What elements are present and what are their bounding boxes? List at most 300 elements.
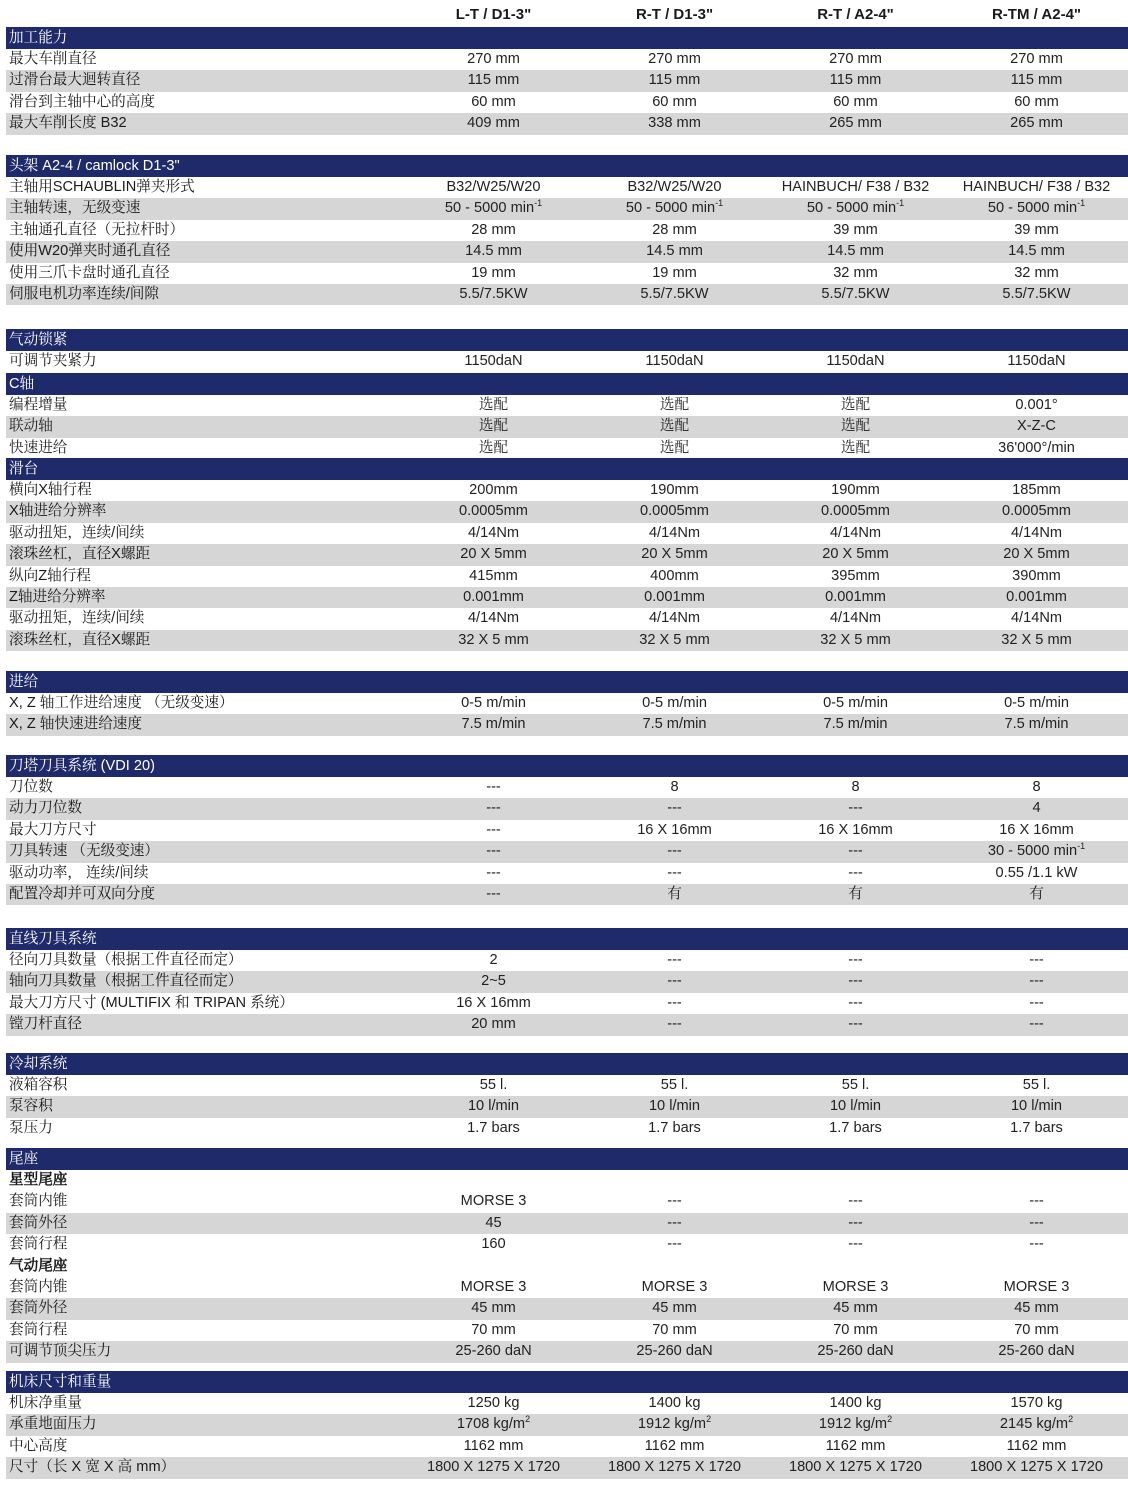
spec-label: 轴向刀具数量（根据工件直径而定） xyxy=(9,973,243,990)
spec-value xyxy=(946,714,1127,735)
spec-label: 镗刀杆直径 xyxy=(9,1016,82,1033)
spec-value-text: 选配 xyxy=(478,439,509,456)
spec-value-text: 4/14Nm xyxy=(467,610,520,627)
spec-label: 可调节顶尖压力 xyxy=(9,1343,112,1360)
spec-value xyxy=(584,395,765,416)
spec-value-text: 32 X 5 mm xyxy=(1001,631,1072,648)
spec-value xyxy=(584,1320,765,1341)
spec-value-text: 39 mm xyxy=(1014,221,1059,238)
spec-label: 套筒内锥 xyxy=(9,1279,68,1295)
spec-value-text: 2~5 xyxy=(481,973,506,990)
spec-value-text: HAINBUCH/ F38 / B32 xyxy=(962,179,1111,195)
spec-value-text: 1708 kg/m xyxy=(456,1416,526,1433)
spec-value xyxy=(403,1075,584,1096)
spec-value xyxy=(584,1096,765,1117)
spec-value xyxy=(584,1234,765,1255)
section-header xyxy=(6,458,1128,480)
spec-value-text: 1250 kg xyxy=(467,1395,520,1411)
spec-value-text: 0.0005mm xyxy=(640,503,709,520)
unit-exponent: 2 xyxy=(1068,1414,1074,1425)
spec-value-text: 0.001mm xyxy=(825,589,886,605)
spec-value xyxy=(403,395,584,416)
spec-value-text: 选配 xyxy=(840,439,871,456)
spec-value xyxy=(584,1393,765,1414)
spec-value xyxy=(765,820,946,841)
unit-exponent: -1 xyxy=(1077,198,1086,209)
spec-value-text: --- xyxy=(667,843,682,860)
spec-value-text: 32 mm xyxy=(833,264,878,281)
spec-value xyxy=(403,220,584,241)
spec-value-text: 0.0005mm xyxy=(821,503,890,520)
spec-value xyxy=(403,501,584,522)
spec-value xyxy=(584,608,765,629)
spec-value xyxy=(403,587,584,608)
spec-label: 驱动扭矩，连续/间续 xyxy=(9,610,145,627)
spec-value xyxy=(765,284,946,305)
spec-value-text: 270 mm xyxy=(829,51,882,67)
section-title: 头架 A2-4 / camlock D1-3" xyxy=(9,158,180,174)
spec-value xyxy=(584,1341,765,1362)
spec-value-text: --- xyxy=(667,1214,682,1231)
spec-value xyxy=(946,1320,1127,1341)
spec-value xyxy=(584,284,765,305)
spec-value-text: 60 mm xyxy=(1014,93,1059,110)
spec-value-text: 7.5 m/min xyxy=(461,716,526,733)
spec-value-text: 有 xyxy=(848,886,863,902)
section-title: 气动锁紧 xyxy=(9,332,68,348)
spec-row xyxy=(6,438,1128,459)
spec-value xyxy=(765,241,946,262)
spec-value xyxy=(765,1341,946,1362)
section-header xyxy=(6,27,1128,49)
spec-value xyxy=(403,70,584,91)
spec-value-text: 0.0005mm xyxy=(1002,503,1071,520)
spec-row xyxy=(6,630,1128,651)
spec-value-text: 5.5/7.5KW xyxy=(821,286,890,302)
spec-value xyxy=(765,798,946,819)
spec-value-text: 10 l/min xyxy=(829,1098,882,1115)
spec-value-text: --- xyxy=(486,864,501,881)
spec-value-text: --- xyxy=(667,1236,682,1253)
spec-row xyxy=(6,714,1128,735)
spec-value xyxy=(403,198,584,219)
spec-value-text: 有 xyxy=(1029,886,1044,902)
spec-row xyxy=(6,1414,1128,1435)
spec-value xyxy=(403,1393,584,1414)
spec-value xyxy=(403,841,584,862)
spec-value xyxy=(403,49,584,70)
spec-label: 套筒外径 xyxy=(9,1300,68,1317)
spec-value xyxy=(403,1414,584,1435)
spec-value xyxy=(765,351,946,372)
spec-value-text: 1570 kg xyxy=(1010,1395,1063,1411)
spec-value xyxy=(584,798,765,819)
spec-value xyxy=(765,1191,946,1212)
spec-value xyxy=(946,884,1127,905)
spec-value-text: 20 X 5mm xyxy=(641,546,708,563)
spec-value xyxy=(403,1213,584,1234)
spec-value xyxy=(765,70,946,91)
spec-value xyxy=(403,820,584,841)
spec-value-text: 200mm xyxy=(469,482,518,498)
spec-value-text: 185mm xyxy=(1012,482,1061,498)
spec-value xyxy=(584,438,765,459)
spec-value xyxy=(584,777,765,798)
spec-value xyxy=(584,198,765,219)
spec-value-text: 2 xyxy=(489,952,498,968)
column-header: R-T / A2-4" xyxy=(817,6,894,23)
spec-value xyxy=(765,92,946,113)
spec-row xyxy=(6,587,1128,608)
spec-value xyxy=(403,113,584,134)
spec-value-text: 50 - 5000 min xyxy=(987,200,1078,217)
spec-value-text: 10 l/min xyxy=(648,1098,701,1115)
spec-row xyxy=(6,1341,1128,1362)
spec-value xyxy=(765,1096,946,1117)
spec-value-text: 115 mm xyxy=(829,72,882,89)
spec-value-text: 39 mm xyxy=(833,221,878,238)
column-header: L-T / D1-3" xyxy=(455,6,532,23)
spec-value-text: --- xyxy=(1029,973,1044,990)
spec-value-text: 20 mm xyxy=(471,1016,516,1033)
spec-value-text: 16 X 16mm xyxy=(637,821,712,838)
spec-value xyxy=(946,608,1127,629)
spec-value-text: X-Z-C xyxy=(1017,418,1056,435)
spec-label: 最大刀方尺寸 xyxy=(9,821,97,838)
spec-value xyxy=(403,608,584,629)
spec-value-text: --- xyxy=(1029,1016,1044,1033)
spec-value xyxy=(946,1234,1127,1255)
spec-row xyxy=(6,198,1128,219)
spec-value-text: 70 mm xyxy=(1014,1321,1059,1338)
spec-row xyxy=(6,241,1128,262)
spec-value xyxy=(765,971,946,992)
spec-value-text: 60 mm xyxy=(652,93,697,110)
unit-exponent: -1 xyxy=(1077,841,1086,852)
spec-value-text: 25-260 daN xyxy=(455,1343,532,1360)
spec-value xyxy=(765,714,946,735)
spec-value-text: --- xyxy=(667,864,682,881)
section-title: 滑台 xyxy=(9,461,39,477)
spec-value xyxy=(765,416,946,437)
spec-row xyxy=(6,1393,1128,1414)
spec-value-text: 0-5 m/min xyxy=(461,695,526,711)
spec-value-text: B32/W25/W20 xyxy=(627,179,722,195)
spec-value-text: 8 xyxy=(670,779,679,795)
spec-value-text: --- xyxy=(848,1016,863,1033)
spec-value xyxy=(765,1393,946,1414)
spec-value-text: 0.55 /1.1 kW xyxy=(995,864,1078,881)
spec-value xyxy=(403,416,584,437)
spec-value-text: 1.7 bars xyxy=(648,1119,701,1136)
spec-value xyxy=(584,863,765,884)
spec-value-text: 0.001mm xyxy=(644,589,705,605)
spec-value-text: 265 mm xyxy=(829,115,882,132)
spec-value xyxy=(584,993,765,1014)
spec-value xyxy=(765,993,946,1014)
spec-value xyxy=(765,177,946,198)
section-title: 刀塔刀具系统 (VDI 20) xyxy=(9,758,155,774)
spec-value-text: 选配 xyxy=(659,439,690,456)
spec-value-text: 1.7 bars xyxy=(829,1119,882,1136)
spec-value-text: 1800 X 1275 X 1720 xyxy=(788,1459,923,1476)
spec-value-text: 0-5 m/min xyxy=(1004,695,1069,711)
spec-value xyxy=(584,1118,765,1139)
spec-value-text: --- xyxy=(486,821,501,838)
spec-row xyxy=(6,263,1128,284)
spec-value-text: 14.5 mm xyxy=(465,243,522,260)
spec-row xyxy=(6,220,1128,241)
column-header-row xyxy=(0,0,1128,28)
spec-value-text: 1800 X 1275 X 1720 xyxy=(969,1459,1104,1476)
spec-value-text: 338 mm xyxy=(648,115,701,132)
spec-value-text: MORSE 3 xyxy=(641,1279,708,1295)
spec-value xyxy=(946,863,1127,884)
spec-value xyxy=(584,820,765,841)
spec-label: 径向刀具数量（根据工件直径而定） xyxy=(9,952,243,968)
spec-value-text: 10 l/min xyxy=(467,1098,520,1115)
column-header: R-T / D1-3" xyxy=(635,6,714,23)
spec-value xyxy=(403,863,584,884)
spec-value xyxy=(946,70,1127,91)
spec-row xyxy=(6,351,1128,372)
spec-value-text: 选配 xyxy=(659,418,690,435)
spec-value-text: --- xyxy=(848,952,863,968)
spec-label: 最大车削长度 B32 xyxy=(9,115,127,132)
spec-value xyxy=(403,1014,584,1035)
subsection-label: 气动尾座 xyxy=(9,1257,68,1274)
unit-exponent: 2 xyxy=(706,1414,712,1425)
spec-value-text: 7.5 m/min xyxy=(1004,716,1069,733)
spec-value-text: 55 l. xyxy=(660,1077,689,1093)
spec-value xyxy=(946,1075,1127,1096)
spec-value xyxy=(946,395,1127,416)
spec-value xyxy=(946,777,1127,798)
spec-value-text: 0.001° xyxy=(1015,397,1058,413)
spec-value xyxy=(584,263,765,284)
spec-value xyxy=(765,544,946,565)
unit-exponent: -1 xyxy=(534,198,543,209)
spec-value-text: 20 X 5mm xyxy=(1003,546,1070,563)
spec-value-text: 55 l. xyxy=(479,1077,508,1093)
spec-value-text: 70 mm xyxy=(652,1321,697,1338)
spec-value xyxy=(584,950,765,971)
section-header xyxy=(6,671,1128,693)
spec-value xyxy=(946,1096,1127,1117)
spec-row xyxy=(6,395,1128,416)
spec-label: 联动轴 xyxy=(9,418,53,435)
spec-value xyxy=(765,1277,946,1298)
section-header xyxy=(6,1148,1128,1170)
spec-value-text: 45 xyxy=(485,1214,502,1231)
spec-value-text: 4 xyxy=(1032,800,1041,817)
spec-value-text: 45 mm xyxy=(652,1300,697,1317)
spec-label: 承重地面压力 xyxy=(9,1416,97,1433)
spec-value xyxy=(946,523,1127,544)
spec-value-text: 25-260 daN xyxy=(817,1343,894,1360)
section-header xyxy=(6,1053,1128,1075)
spec-value xyxy=(765,884,946,905)
spec-value xyxy=(765,1234,946,1255)
section-header xyxy=(6,373,1128,395)
spec-value xyxy=(584,1191,765,1212)
spec-value xyxy=(584,113,765,134)
spec-label: 过滑台最大迴转直径 xyxy=(9,72,141,89)
spec-value-text: --- xyxy=(486,800,501,817)
spec-label: Z轴进给分辨率 xyxy=(9,589,106,605)
spec-value xyxy=(403,1234,584,1255)
spec-value-text: 0.001mm xyxy=(1006,589,1067,605)
spec-label: 主轴转速，无级变速 xyxy=(9,200,141,217)
spec-value xyxy=(946,1191,1127,1212)
spec-row xyxy=(6,49,1128,70)
spec-value-text: 70 mm xyxy=(471,1321,516,1338)
spec-value xyxy=(584,693,765,714)
spec-label: 主轴用SCHAUBLIN弹夹形式 xyxy=(9,179,195,195)
spec-value xyxy=(584,523,765,544)
section-title: 机床尺寸和重量 xyxy=(9,1374,112,1390)
section-header xyxy=(6,755,1128,777)
spec-label: 套筒行程 xyxy=(9,1321,68,1338)
spec-value xyxy=(946,177,1127,198)
spec-value-text: 190mm xyxy=(650,482,699,498)
spec-label: 快速进给 xyxy=(9,439,68,456)
spec-value-text: --- xyxy=(667,1016,682,1033)
unit-exponent: 2 xyxy=(525,1414,531,1425)
spec-label: 驱动扭矩，连续/间续 xyxy=(9,524,145,541)
spec-value-text: 1162 mm xyxy=(644,1437,705,1454)
spec-row xyxy=(6,480,1128,501)
spec-value xyxy=(946,587,1127,608)
spec-value xyxy=(584,587,765,608)
spec-value xyxy=(403,971,584,992)
spec-value-text: 270 mm xyxy=(1010,51,1063,67)
spec-value-text: --- xyxy=(667,973,682,990)
spec-value xyxy=(765,1014,946,1035)
spec-value-text: 4/14Nm xyxy=(467,524,520,541)
spec-value-text: 55 l. xyxy=(1022,1077,1051,1093)
spec-value xyxy=(765,1298,946,1319)
spec-value xyxy=(946,630,1127,651)
spec-value xyxy=(584,566,765,587)
spec-value-text: HAINBUCH/ F38 / B32 xyxy=(781,179,930,195)
spec-value-text: 28 mm xyxy=(471,221,516,238)
spec-value xyxy=(765,113,946,134)
spec-value xyxy=(946,263,1127,284)
spec-value-text: 1162 mm xyxy=(463,1437,524,1454)
spec-value xyxy=(403,544,584,565)
spec-value xyxy=(403,263,584,284)
spec-label: 伺服电机功率连续/间隙 xyxy=(9,286,159,302)
subsection-title xyxy=(6,1170,1128,1191)
spec-row xyxy=(6,608,1128,629)
spec-label: 使用三爪卡盘时通孔直径 xyxy=(9,264,170,281)
section-header xyxy=(6,329,1128,351)
spec-label: 刀具转速 （无级变速） xyxy=(9,843,159,860)
spec-value-text: 270 mm xyxy=(467,51,520,67)
spec-value-text: 14.5 mm xyxy=(1008,243,1065,260)
spec-value-text: 115 mm xyxy=(1010,72,1063,89)
spec-label: 滚珠丝杠，直径X螺距 xyxy=(9,631,151,648)
section-title: 冷却系统 xyxy=(9,1056,68,1072)
spec-row xyxy=(6,113,1128,134)
spec-value xyxy=(765,950,946,971)
spec-label: 套筒内锥 xyxy=(9,1193,68,1210)
spec-value xyxy=(403,1298,584,1319)
spec-value-text: --- xyxy=(848,1193,863,1210)
spec-value xyxy=(946,1436,1127,1457)
section-title: 直线刀具系统 xyxy=(9,931,97,947)
spec-value-text: 55 l. xyxy=(841,1077,870,1093)
spec-value-text: 30 - 5000 min xyxy=(987,843,1078,860)
spec-value-text: 160 xyxy=(481,1236,506,1253)
spec-label: 最大车削直径 xyxy=(9,51,97,67)
spec-label: 中心高度 xyxy=(9,1437,68,1454)
spec-row xyxy=(6,1213,1128,1234)
spec-label: X, Z 轴快速进给速度 xyxy=(9,716,142,733)
spec-label: 滚珠丝杠，直径X螺距 xyxy=(9,546,151,563)
spec-label: 横向X轴行程 xyxy=(9,482,92,498)
spec-value xyxy=(403,566,584,587)
spec-value xyxy=(765,49,946,70)
spec-row xyxy=(6,92,1128,113)
spec-value xyxy=(403,630,584,651)
spec-value xyxy=(403,1457,584,1478)
spec-value-text: 265 mm xyxy=(1010,115,1063,132)
spec-row xyxy=(6,841,1128,862)
spec-value xyxy=(584,501,765,522)
spec-value-text: 7.5 m/min xyxy=(823,716,888,733)
spec-row xyxy=(6,1320,1128,1341)
spec-value xyxy=(403,92,584,113)
spec-value-text: 50 - 5000 min xyxy=(806,200,897,217)
spec-value-text: 4/14Nm xyxy=(829,610,882,627)
spec-value xyxy=(946,1393,1127,1414)
subsection-label: 星型尾座 xyxy=(9,1172,68,1188)
spec-value-text: 1162 mm xyxy=(1006,1437,1067,1454)
spec-value-text: 4/14Nm xyxy=(1010,610,1063,627)
spec-label: 刀位数 xyxy=(9,779,53,795)
spec-row xyxy=(6,1096,1128,1117)
spec-value xyxy=(403,177,584,198)
spec-row xyxy=(6,70,1128,91)
spec-value-text: --- xyxy=(486,779,501,795)
spec-value xyxy=(946,798,1127,819)
spec-value-text: 50 - 5000 min xyxy=(625,200,716,217)
spec-row xyxy=(6,820,1128,841)
spec-value-text: B32/W25/W20 xyxy=(446,179,541,195)
spec-value-text: 190mm xyxy=(831,482,880,498)
spec-value xyxy=(584,1414,765,1435)
spec-value xyxy=(946,284,1127,305)
spec-value xyxy=(584,177,765,198)
spec-value xyxy=(584,1277,765,1298)
spec-label: X轴进给分辨率 xyxy=(9,503,107,520)
spec-value xyxy=(765,841,946,862)
spec-value-text: 4/14Nm xyxy=(1010,524,1063,541)
spec-value-text: --- xyxy=(848,1214,863,1231)
spec-value-text: 5.5/7.5KW xyxy=(640,286,709,302)
spec-value xyxy=(946,49,1127,70)
spec-value-text: MORSE 3 xyxy=(460,1279,527,1295)
spec-label: 液箱容积 xyxy=(9,1077,68,1093)
spec-value-text: 1162 mm xyxy=(825,1437,886,1454)
spec-value xyxy=(946,971,1127,992)
spec-value xyxy=(403,284,584,305)
spec-value-text: 60 mm xyxy=(471,93,516,110)
spec-value-text: 16 X 16mm xyxy=(818,821,893,838)
spec-value xyxy=(584,714,765,735)
